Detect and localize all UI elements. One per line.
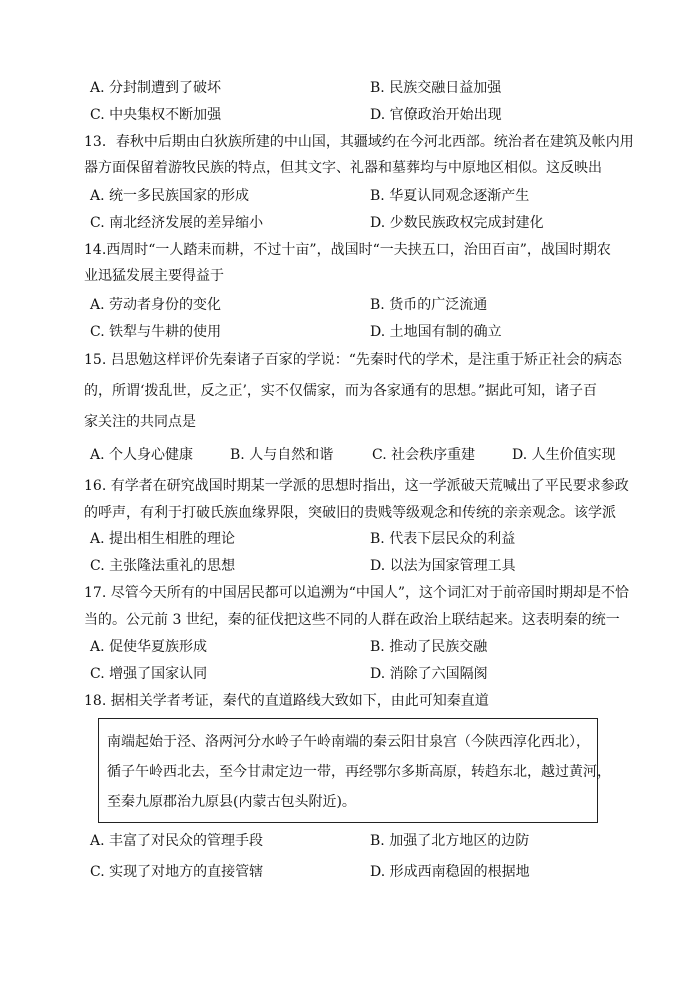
q15-option-c: C. 社会秩序重建 xyxy=(372,447,476,463)
q18-box-line-3: 至秦九原郡治九原县(内蒙古包头附近)。 xyxy=(107,794,356,810)
q16-stem-line-1: 16. 有学者在研究战国时期某一学派的思想时指出，这一学派破天荒喊出了平民要求参政 xyxy=(84,478,629,494)
q18-source-box xyxy=(98,718,611,823)
q14-option-b: B. 货币的广泛流通 xyxy=(370,297,488,313)
q14-option-c: C. 铁犁与牛耕的使用 xyxy=(90,324,222,340)
q15-option-b: B. 人与自然和谐 xyxy=(230,447,334,463)
q18-option-d: D. 形成西南稳固的根据地 xyxy=(370,864,530,880)
q17-stem-line-2: 当的。公元前 3 世纪，秦的征伐把这些不同的人群在政治上联结起来。这表明秦的统一 xyxy=(84,612,620,628)
q15-stem-line-1: 15. 吕思勉这样评价先秦诸子百家的学说：“先秦时代的学术，是注重于矫正社会的病态 xyxy=(84,352,622,368)
q12-option-c: C. 中央集权不断加强 xyxy=(90,107,222,123)
q12-option-d: D. 官僚政治开始出现 xyxy=(370,107,502,123)
q15-stem-line-3: 家关注的共同点是 xyxy=(84,414,196,430)
q13-option-d: D. 少数民族政权完成封建化 xyxy=(370,215,544,231)
q13-option-a: A. 统一多民族国家的形成 xyxy=(90,188,250,204)
q13-option-c: C. 南北经济发展的差异缩小 xyxy=(90,215,264,231)
q13-stem-line-2: 器方面保留着游牧民族的特点，但其文字、礼器和墓葬均与中原地区相似。这反映出 xyxy=(84,160,602,176)
q14-stem-line-1: 14.西周时“一人踏耒而耕，不过十亩”，战国时“一夫挟五口，治田百亩”，战国时期农 xyxy=(84,242,611,258)
q18-box-line-1: 南端起始于泾、洛两河分水岭子午岭南端的秦云阳甘泉宫（今陕西淳化西北）， xyxy=(107,734,590,750)
q12-option-b: B. 民族交融日益加强 xyxy=(370,80,502,96)
q17-option-b: B. 推动了民族交融 xyxy=(370,639,488,655)
q17-stem-line-1: 17. 尽管今天所有的中国居民都可以追溯为“中国人”，这个词汇对于前帝国时期却是不恰 xyxy=(84,585,630,601)
q14-stem-line-2: 业迅猛发展主要得益于 xyxy=(84,268,224,284)
q16-option-a: A. 提出相生相胜的理论 xyxy=(90,531,236,547)
q17-option-c: C. 增强了国家认同 xyxy=(90,666,208,682)
q17-option-a: A. 促使华夏族形成 xyxy=(90,639,208,655)
q16-option-d: D. 以法为国家管理工具 xyxy=(370,558,516,574)
q15-option-a: A. 个人身心健康 xyxy=(90,447,194,463)
q15-option-d: D. 人生价值实现 xyxy=(512,447,616,463)
q14-option-d: D. 土地国有制的确立 xyxy=(370,324,502,340)
q15-stem-line-2: 的，所谓‘拨乱世，反之正’，实不仅儒家，而为各家通有的思想。”据此可知，诸子百 xyxy=(84,383,598,399)
q18-box-line-2: 循子午岭西北去，至今甘肃定边一带，再经鄂尔多斯高原，转趋东北，越过黄河， xyxy=(107,764,611,780)
q13-option-b: B. 华夏认同观念逐渐产生 xyxy=(370,188,530,204)
q18-option-c: C. 实现了对地方的直接管辖 xyxy=(90,864,264,880)
q18-option-a: A. 丰富了对民众的管理手段 xyxy=(90,833,264,849)
q16-stem-line-2: 的呼声，有利于打破氏族血缘界限，突破旧的贵贱等级观念和传统的亲亲观念。该学派 xyxy=(84,505,616,521)
q18-stem-line-1: 18. 据相关学者考证，秦代的直道路线大致如下，由此可知秦直道 xyxy=(84,693,489,709)
q13-stem-line-1: 13．春秋中后期由白狄族所建的中山国，其疆域约在今河北西部。统治者在建筑及帐内用 xyxy=(84,134,634,150)
q12-option-a: A. 分封制遭到了破坏 xyxy=(90,80,222,96)
q17-option-d: D. 消除了六国隔阂 xyxy=(370,666,488,682)
q16-option-c: C. 主张隆法重礼的思想 xyxy=(90,558,236,574)
q18-option-b: B. 加强了北方地区的边防 xyxy=(370,833,530,849)
q16-option-b: B. 代表下层民众的利益 xyxy=(370,531,516,547)
q14-option-a: A. 劳动者身份的变化 xyxy=(90,297,222,313)
